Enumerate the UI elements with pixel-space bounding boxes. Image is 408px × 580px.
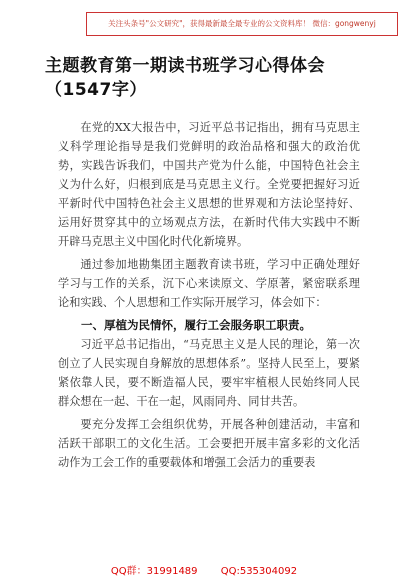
paragraph: 在党的XX大报告中，习近平总书记指出，拥有马克思主义科学理论指导是我们党鲜明的政治品格和强大的政治优势，实践告诉我们，中国共产党为什么能，中国特色社会主义为什么好，归根到底是马克思主义行。全党要把握好习近平新时代中国特色社会主义思想的世界观和方法论坚持好、运用好贯穿其中的立场观点方法，在新时代伟大实践中不断开辟马克思主义中国化时代化新境界。 bbox=[58, 121, 360, 248]
document-body bbox=[58, 118, 360, 472]
footer-qq-group: QQ群：31991489 bbox=[110, 566, 198, 577]
footer bbox=[0, 562, 408, 576]
paragraph: 习近平总书记指出，“马克思主义是人民的理论，第一次创立了人民实现自身解放的思想体系”。坚持人民至上，要紧紧依靠人民，要不断造福人民，要牢牢植根人民始终同人民群众想在一起、干在一起，风雨同舟、同甘共苦。 bbox=[58, 338, 360, 408]
page-title bbox=[45, 54, 375, 102]
header-note: 关注头条号"公文研究"，获得最新最全最专业的公文资料库！ 微信：gongwenyj bbox=[86, 12, 398, 36]
paragraph: 通过参加地勘集团主题教育读书班，学习中正确处理好学习与工作的关系，沉下心来读原文、学原著，紧密联系理论和实践、个人思想和工作实际开展学习，体会如下： bbox=[58, 258, 360, 309]
title-line-1: 主题教育第一期读书班学习心得体会 bbox=[45, 56, 325, 76]
paragraph: 要充分发挥工会组织优势，开展各种创建活动，丰富和活跃干部职工的文化生活。工会要把开展丰富多彩的文化活动作为工会工作的重要载体和增强工会活力的重要表 bbox=[58, 418, 360, 469]
section-heading: 一、厚植为民情怀，履行工会服务职工职责。 bbox=[81, 318, 311, 332]
footer-qq-contact: QQ:535304092 bbox=[220, 566, 298, 577]
title-line-2: （1547字） bbox=[45, 80, 147, 100]
